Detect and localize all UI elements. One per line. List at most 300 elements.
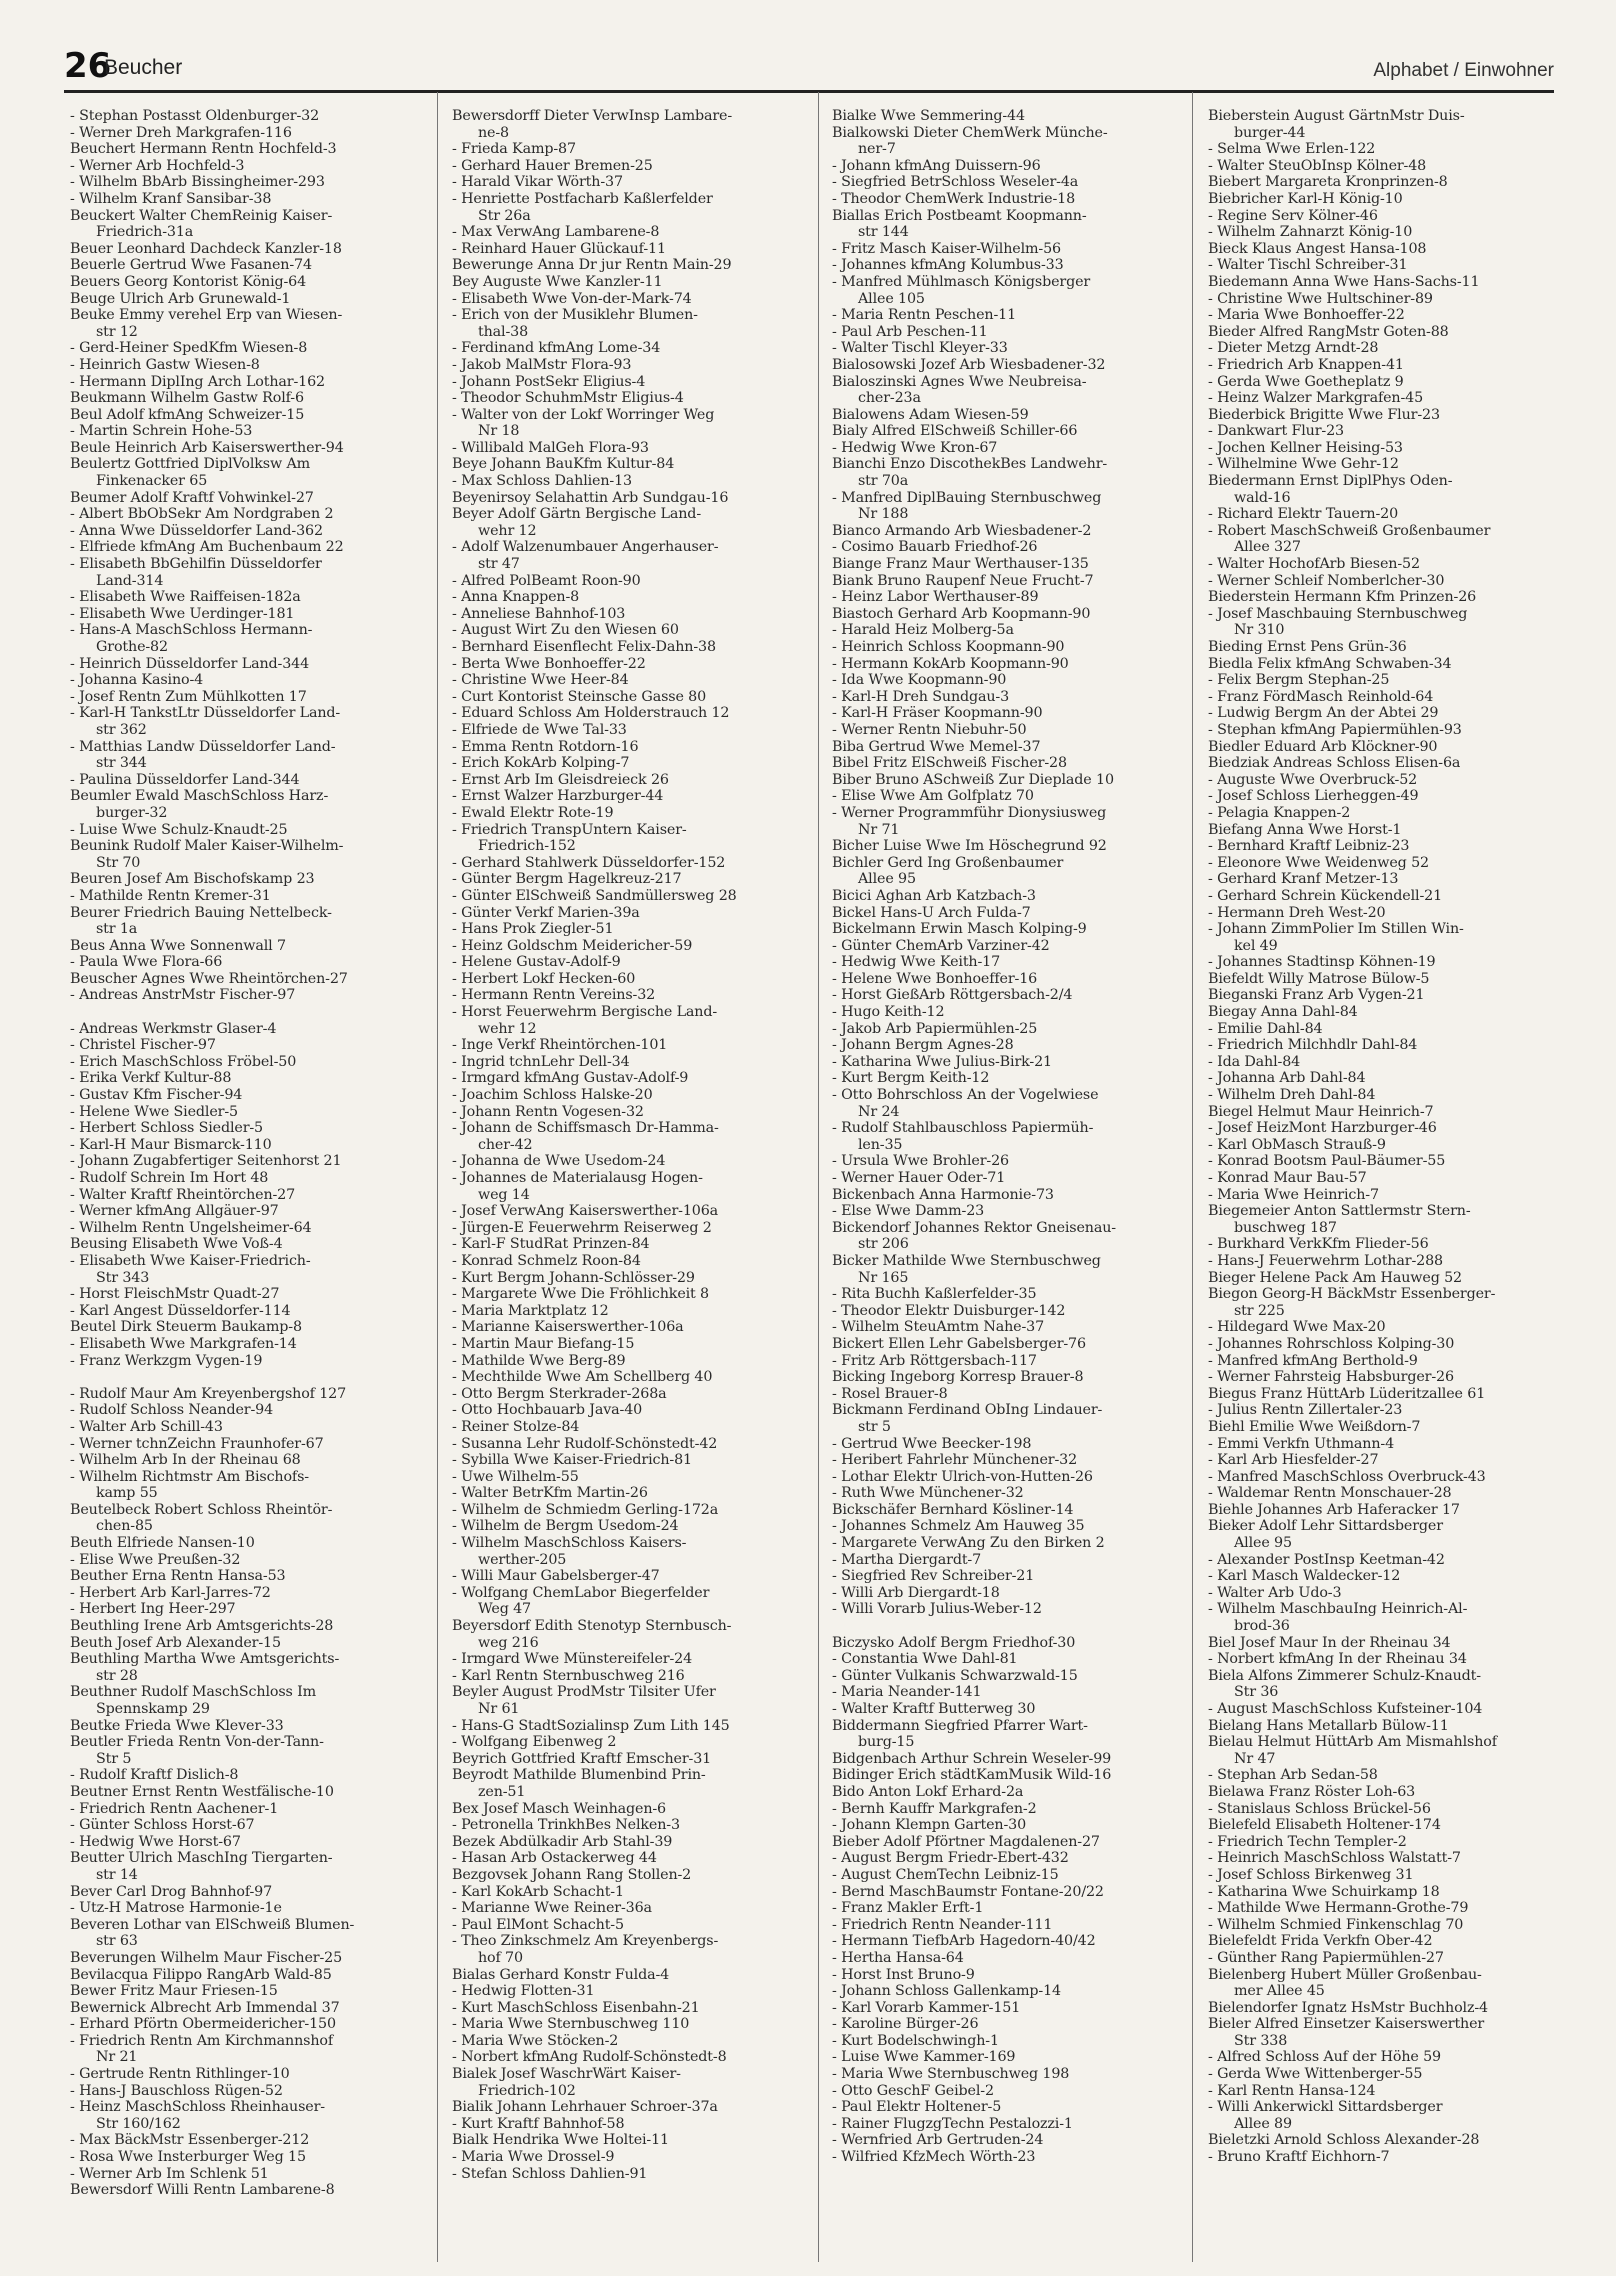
directory-entry-line: - Hans-A MaschSchloss Hermann- xyxy=(70,622,313,639)
directory-column-2 xyxy=(452,108,797,2258)
directory-entry-line: - Joachim Schloss Halske-20 xyxy=(452,1087,653,1104)
directory-entry-line: - Ida Dahl-84 xyxy=(1208,1053,1301,1070)
directory-entry-line: Beutner Ernst Rentn Westfälische-10 xyxy=(70,1783,334,1800)
directory-entry-line: str 63 xyxy=(96,1933,138,1950)
directory-entry-line: - Wilhelm Zahnarzt König-10 xyxy=(1208,224,1413,241)
directory-entry-line: - Anneliese Bahnhof-103 xyxy=(452,605,626,622)
directory-entry-line: Beuke Emmy verehel Erp van Wiesen- xyxy=(70,307,343,324)
directory-entry-line: - Herbert Lokf Hecken-60 xyxy=(452,970,636,987)
directory-entry-line: - Werner Programmführ Dionysiusweg xyxy=(832,804,1107,821)
directory-entry-line: Biegel Helmut Maur Heinrich-7 xyxy=(1208,1103,1434,1120)
directory-entry-line: burger-44 xyxy=(1234,124,1306,141)
directory-entry-line: - Rudolf Maur Am Kreyenbergshof 127 xyxy=(70,1385,347,1402)
directory-entry-line: - Friedrich Milchhdlr Dahl-84 xyxy=(1208,1037,1418,1054)
directory-entry-line: - Hedwig Wwe Keith-17 xyxy=(832,954,1001,971)
directory-entry-line: - Horst GießArb Röttgersbach-2/4 xyxy=(832,987,1073,1004)
directory-entry-line: - August Wirt Zu den Wiesen 60 xyxy=(452,622,679,639)
directory-entry-line: Bieck Klaus Angest Hansa-108 xyxy=(1208,240,1427,257)
directory-entry-line: - Johannes Schmelz Am Hauweg 35 xyxy=(832,1518,1085,1535)
directory-entry-line: Beurer Friedrich Bauing Nettelbeck- xyxy=(70,904,332,921)
directory-entry-line: - Irmgard Wwe Münstereifeler-24 xyxy=(452,1651,693,1668)
directory-entry-line: - Günter ElSchweiß Sandmüllersweg 28 xyxy=(452,887,737,904)
directory-entry-line: Biehl Emilie Wwe Weißdorn-7 xyxy=(1208,1418,1421,1435)
directory-entry-line: - Kurt Bodelschwingh-1 xyxy=(832,2032,999,2049)
directory-entry-line: - Curt Kontorist Steinsche Gasse 80 xyxy=(452,688,707,705)
directory-entry-line: Biebert Margareta Kronprinzen-8 xyxy=(1208,174,1448,191)
directory-entry-line: Nr 47 xyxy=(1234,1750,1276,1767)
directory-entry-line: - Heinrich Düsseldorfer Land-344 xyxy=(70,655,310,672)
directory-entry-line: - Maria Wwe Sternbuschweg 198 xyxy=(832,2066,1070,2083)
directory-entry-line: - Johann kfmAng Duissern-96 xyxy=(832,157,1041,174)
directory-entry-line: - Rosel Brauer-8 xyxy=(832,1385,948,1402)
directory-entry-line: Biegay Anna Dahl-84 xyxy=(1208,1004,1358,1021)
directory-entry-line: - Heinz Labor Werthauser-89 xyxy=(832,589,1039,606)
directory-entry-line: - Manfred kfmAng Berthold-9 xyxy=(1208,1352,1418,1369)
directory-entry-line: Bielau Helmut HüttArb Am Mismahlshof xyxy=(1208,1734,1497,1751)
directory-entry-line: - Gerda Wwe Wittenberger-55 xyxy=(1208,2066,1423,2083)
directory-entry-line: Str 338 xyxy=(1234,2032,1288,2049)
directory-entry-line: Biedler Eduard Arb Klöckner-90 xyxy=(1208,738,1438,755)
directory-entry-line: - Erich von der Musiklehr Blumen- xyxy=(452,307,698,324)
running-head-surname: Beucher xyxy=(104,56,183,79)
directory-entry-line: - Konrad Maur Bau-57 xyxy=(1208,1170,1367,1186)
directory-entry-line xyxy=(70,1369,415,1386)
directory-entry-line: Biba Gertrud Wwe Memel-37 xyxy=(832,738,1041,755)
directory-entry-line: Beutter Ulrich MaschIng Tiergarten- xyxy=(70,1850,333,1867)
directory-entry-line: - Karl KokArb Schacht-1 xyxy=(452,1883,624,1900)
directory-entry-line: Bickendorf Johannes Rektor Gneisenau- xyxy=(832,1219,1116,1236)
directory-entry-line: len-35 xyxy=(858,1136,903,1153)
directory-entry-line: - Stefan Schloss Dahlien-91 xyxy=(452,2165,648,2182)
directory-column-1 xyxy=(70,108,415,2258)
directory-entry-line: - Walter HochofArb Biesen-52 xyxy=(1208,556,1420,573)
directory-entry-line: Beutel Dirk Steuerm Baukamp-8 xyxy=(70,1319,302,1336)
directory-entry-line: - Theodor SchuhmMstr Eligius-4 xyxy=(452,390,684,407)
directory-entry-line: str 5 xyxy=(858,1418,891,1435)
directory-entry-line: - Otto Bohrschloss An der Vogelwiese xyxy=(832,1087,1099,1104)
directory-entry-line: Grothe-82 xyxy=(96,639,168,655)
directory-entry-line: Beulertz Gottfried DiplVolksw Am xyxy=(70,456,311,473)
directory-entry-line: - Helene Gustav-Adolf-9 xyxy=(452,954,621,971)
directory-entry-line: thal-38 xyxy=(478,323,529,340)
directory-entry-line: - Elisabeth Wwe Kaiser-Friedrich- xyxy=(70,1252,311,1269)
directory-entry-line: - Herbert Arb Karl-Jarres-72 xyxy=(70,1584,271,1601)
directory-entry-line: Bidinger Erich städtKamMusik Wild-16 xyxy=(832,1767,1112,1784)
directory-entry-line: Biallas Erich Postbeamt Koopmann- xyxy=(832,207,1087,224)
directory-entry-line: - Wilhelm de Bergm Usedom-24 xyxy=(452,1518,679,1535)
directory-entry-line: str 344 xyxy=(96,755,147,772)
directory-entry-line: Bevilacqua Filippo RangArb Wald-85 xyxy=(70,1966,332,1983)
directory-entry-line: Biefeldt Willy Matrose Bülow-5 xyxy=(1208,970,1430,987)
directory-entry-line: ne-8 xyxy=(478,124,509,141)
directory-entry-line: - Max VerwAng Lambarene-8 xyxy=(452,224,660,241)
directory-entry-line: - Irmgard kfmAng Gustav-Adolf-9 xyxy=(452,1070,689,1087)
directory-entry-line: - Richard Elektr Tauern-20 xyxy=(1208,506,1399,523)
directory-entry-line: - Heinrich Schloss Koopmann-90 xyxy=(832,639,1065,655)
directory-entry-line: - Walter SteuObInsp Kölner-48 xyxy=(1208,157,1427,174)
directory-entry-line: - Erika Verkf Kultur-88 xyxy=(70,1070,232,1087)
directory-entry-line: Bickelmann Erwin Masch Kolping-9 xyxy=(832,921,1087,938)
directory-entry-line: - Anna Knappen-8 xyxy=(452,589,580,606)
directory-entry-line: - Henriette Postfacharb Kaßlerfelder xyxy=(452,190,713,207)
directory-entry-line: - Hedwig Wwe Horst-67 xyxy=(70,1833,241,1850)
directory-entry-line: str 1a xyxy=(96,921,138,938)
directory-entry-line: - Willi Vorarb Julius-Weber-12 xyxy=(832,1601,1042,1618)
directory-entry-line: Bialy Alfred ElSchweiß Schiller-66 xyxy=(832,423,1078,440)
directory-entry-line: - Ferdinand kfmAng Lome-34 xyxy=(452,340,661,357)
directory-entry-line: Allee 95 xyxy=(1234,1535,1292,1552)
directory-entry-line: Biedziak Andreas Schloss Elisen-6a xyxy=(1208,755,1461,772)
directory-entry-line: - Waldemar Rentn Monschauer-28 xyxy=(1208,1485,1452,1502)
directory-entry-line: Bewersdorf Willi Rentn Lambarene-8 xyxy=(70,2182,335,2199)
directory-entry-line: - Günter Vulkanis Schwarzwald-15 xyxy=(832,1667,1078,1684)
directory-entry-line: Biastoch Gerhard Arb Koopmann-90 xyxy=(832,605,1091,622)
directory-entry-line: - Hedwig Wwe Kron-67 xyxy=(832,439,998,456)
directory-entry-line: - Rosa Wwe Insterburger Weg 15 xyxy=(70,2149,306,2166)
directory-entry-line: - Herbert Schloss Siedler-5 xyxy=(70,1120,264,1137)
column-divider xyxy=(437,92,438,2262)
directory-entry-line: - Werner Arb Hochfeld-3 xyxy=(70,157,245,174)
directory-entry-line: Beuther Erna Rentn Hansa-53 xyxy=(70,1568,286,1585)
directory-entry-line: Bido Anton Lokf Erhard-2a xyxy=(832,1783,1024,1800)
directory-entry-line: Allee 327 xyxy=(1234,539,1301,556)
directory-entry-line: Beuer Leonhard Dachdeck Kanzler-18 xyxy=(70,240,342,257)
directory-entry-line: werther-205 xyxy=(478,1551,567,1568)
directory-entry-line: cher-23a xyxy=(858,390,921,407)
directory-entry-line: - Wilhelm de Schmiedm Gerling-172a xyxy=(452,1501,719,1518)
directory-entry-line: - Johann Klempn Garten-30 xyxy=(832,1817,1027,1834)
directory-entry-line: Str 26a xyxy=(478,207,531,224)
directory-entry-line: Beuth Elfriede Nansen-10 xyxy=(70,1535,255,1552)
directory-entry-line: Beule Heinrich Arb Kaiserswerther-94 xyxy=(70,439,344,456)
directory-entry-line: - Gerhard Stahlwerk Düsseldorfer-152 xyxy=(452,854,726,871)
directory-entry-line: - Willi Ankerwickl Sittardsberger xyxy=(1208,2099,1443,2116)
directory-entry-line: - Stephan Arb Sedan-58 xyxy=(1208,1767,1378,1784)
directory-entry-line: Biehle Johannes Arb Haferacker 17 xyxy=(1208,1501,1460,1518)
directory-entry-line: Bialek Josef WaschrWärt Kaiser- xyxy=(452,2066,681,2083)
directory-entry-line: - Elisabeth BbGehilfin Düsseldorfer xyxy=(70,556,322,573)
directory-entry-line: Biegus Franz HüttArb Lüderitzallee 61 xyxy=(1208,1385,1486,1402)
directory-entry-line: - Johannes kfmAng Kolumbus-33 xyxy=(832,257,1064,274)
directory-entry-line: - Martin Schrein Hohe-53 xyxy=(70,423,253,440)
directory-entry-line: - Elise Wwe Preußen-32 xyxy=(70,1551,241,1568)
directory-entry-line: - Selma Wwe Erlen-122 xyxy=(1208,141,1376,158)
directory-entry-line: - Friedrich TranspUntern Kaiser- xyxy=(452,821,687,838)
directory-entry-line: - Siegfried Rev Schreiber-21 xyxy=(832,1568,1035,1585)
directory-entry-line: wehr 12 xyxy=(478,522,537,539)
directory-entry-line: - Christine Wwe Hultschiner-89 xyxy=(1208,290,1433,307)
directory-entry-line: Beul Adolf kfmAng Schweizer-15 xyxy=(70,406,305,423)
directory-entry-line: Bever Carl Drog Bahnhof-97 xyxy=(70,1883,273,1900)
directory-entry-line: - August ChemTechn Leibniz-15 xyxy=(832,1866,1059,1883)
directory-entry-line: - Karl ObMasch Strauß-9 xyxy=(1208,1136,1386,1153)
directory-entry-line: - Heribert Fahrlehr Münchener-32 xyxy=(832,1452,1078,1469)
directory-entry-line: - Günter Schloss Horst-67 xyxy=(70,1817,255,1834)
directory-entry-line: - Margarete VerwAng Zu den Birken 2 xyxy=(832,1535,1105,1552)
directory-entry-line: - Günter Bergm Hagelkreuz-217 xyxy=(452,871,682,888)
directory-entry-line: - Wilhelm Arb In der Rheinau 68 xyxy=(70,1452,301,1469)
directory-entry-line: - Constantia Wwe Dahl-81 xyxy=(832,1651,1018,1668)
directory-entry-line: - Hermann Dreh West-20 xyxy=(1208,904,1386,921)
directory-entry-line: - Erich KokArb Kolping-7 xyxy=(452,755,630,772)
directory-entry-line: - Gertrude Rentn Rithlinger-10 xyxy=(70,2066,290,2083)
directory-entry-line: wehr 12 xyxy=(478,1020,537,1037)
directory-entry-line: - Karl Vorarb Kammer-151 xyxy=(832,1999,1021,2016)
directory-entry-line: wald-16 xyxy=(1234,489,1291,506)
directory-entry-line: - Max BäckMstr Essenberger-212 xyxy=(70,2132,310,2149)
directory-entry-line: - Eduard Schloss Am Holderstrauch 12 xyxy=(452,705,730,722)
directory-entry-line: Beyersdorf Edith Stenotyp Sternbusch- xyxy=(452,1618,732,1635)
directory-entry-line: - Ernst Arb Im Gleisdreieck 26 xyxy=(452,771,669,788)
directory-entry-line: - Wilhelm BbArb Bissingheimer-293 xyxy=(70,174,325,191)
directory-entry-line: Biedemann Anna Wwe Hans-Sachs-11 xyxy=(1208,273,1480,290)
directory-entry-line: - Emilie Dahl-84 xyxy=(1208,1020,1323,1037)
directory-entry-line: - Gerhard Kranf Metzer-13 xyxy=(1208,871,1399,888)
directory-entry-line: - Erich MaschSchloss Fröbel-50 xyxy=(70,1053,297,1070)
directory-entry-line: - Friedrich Rentn Aachener-1 xyxy=(70,1800,279,1817)
directory-entry-line: Bewernick Albrecht Arb Immendal 37 xyxy=(70,1999,340,2016)
directory-entry-line: - Ruth Wwe Münchener-32 xyxy=(832,1485,1024,1502)
directory-entry-line: - Bernhard Eisenflecht Felix-Dahn-38 xyxy=(452,639,716,655)
directory-entry-line: - Emma Rentn Rotdorn-16 xyxy=(452,738,639,755)
directory-entry-line: - Paula Wwe Flora-66 xyxy=(70,954,223,971)
directory-entry-line: - Wilfried KfzMech Wörth-23 xyxy=(832,2149,1036,2166)
directory-entry-line: zen-51 xyxy=(478,1783,526,1800)
directory-entry-line: - Ursula Wwe Brohler-26 xyxy=(832,1153,1009,1170)
directory-entry-line: str 28 xyxy=(96,1667,138,1684)
directory-entry-line: - Hans-J Feuerwehrm Lothar-288 xyxy=(1208,1252,1443,1269)
directory-entry-line: - Bernd MaschBaumstr Fontane-20/22 xyxy=(832,1883,1104,1900)
directory-entry-line: - Christine Wwe Heer-84 xyxy=(452,672,629,689)
directory-entry-line: - Karl-H Maur Bismarck-110 xyxy=(70,1136,272,1153)
directory-entry-line: Bialkowski Dieter ChemWerk Münche- xyxy=(832,124,1108,141)
directory-entry-line: - Andreas Werkmstr Glaser-4 xyxy=(70,1020,277,1037)
directory-entry-line: Land-314 xyxy=(96,572,164,589)
directory-entry-line: - Karl-H Dreh Sundgau-3 xyxy=(832,688,1010,705)
directory-entry-line: weg 216 xyxy=(478,1634,539,1651)
directory-entry-line: - Berta Wwe Bonhoeffer-22 xyxy=(452,655,646,672)
directory-entry-line: - Johanna Kasino-4 xyxy=(70,672,204,689)
directory-entry-line: - Maria Wwe Drossel-9 xyxy=(452,2149,615,2166)
directory-entry-line: - Manfred Mühlmasch Königsberger xyxy=(832,273,1091,290)
directory-entry-line: - Dankwart Flur-23 xyxy=(1208,423,1344,440)
directory-entry-line: - Ida Wwe Koopmann-90 xyxy=(832,672,1007,689)
directory-entry-line: - Friedrich Techn Templer-2 xyxy=(1208,1833,1407,1850)
directory-entry-line: Bewerunge Anna Dr jur Rentn Main-29 xyxy=(452,257,732,274)
directory-entry-line: - Karl Rentn Sternbuschweg 216 xyxy=(452,1667,685,1684)
directory-entry-line: str 14 xyxy=(96,1866,138,1883)
directory-entry-line: - Elise Wwe Am Golfplatz 70 xyxy=(832,788,1034,805)
directory-entry-line: - Stanislaus Schloss Brückel-56 xyxy=(1208,1800,1431,1817)
directory-entry-line: - Jakob Arb Papiermühlen-25 xyxy=(832,1020,1038,1037)
directory-entry-line: Bickenbach Anna Harmonie-73 xyxy=(832,1186,1054,1203)
directory-entry-line: - Norbert kfmAng Rudolf-Schönstedt-8 xyxy=(452,2049,727,2066)
directory-entry-line: - Margarete Wwe Die Fröhlichkeit 8 xyxy=(452,1286,709,1303)
directory-entry-line: - Dieter Metzg Arndt-28 xyxy=(1208,340,1379,357)
directory-entry-line: - Adolf Walzenumbauer Angerhauser- xyxy=(452,539,719,556)
directory-entry-line: Str 5 xyxy=(96,1750,132,1767)
directory-entry-line: - Karoline Bürger-26 xyxy=(832,2016,979,2033)
directory-entry-line: - Norbert kfmAng In der Rheinau 34 xyxy=(1208,1651,1467,1668)
directory-entry-line: Bey Auguste Wwe Kanzler-11 xyxy=(452,273,663,290)
directory-entry-line: str 12 xyxy=(96,323,138,340)
directory-entry-line: - Mathilde Rentn Kremer-31 xyxy=(70,887,271,904)
directory-entry-line: - Josef Schloss Birkenweg 31 xyxy=(1208,1866,1414,1883)
directory-entry-line: Beyrodt Mathilde Blumenbind Prin- xyxy=(452,1767,706,1784)
directory-entry-line: - Werner Rentn Niebuhr-50 xyxy=(832,721,1027,738)
directory-entry-line: str 362 xyxy=(96,721,147,738)
directory-entry-line: Nr 71 xyxy=(858,821,900,838)
directory-entry-line: - Martin Maur Biefang-15 xyxy=(452,1335,635,1352)
directory-entry-line: - Hermann KokArb Koopmann-90 xyxy=(832,655,1069,672)
directory-entry-line: - Josef Schloss Lierheggen-49 xyxy=(1208,788,1419,805)
directory-entry-line: - Gertrud Wwe Beecker-198 xyxy=(832,1435,1032,1452)
directory-entry-line: - Hans-J Bauschloss Rügen-52 xyxy=(70,2082,283,2099)
directory-entry-line: - Eleonore Wwe Weidenweg 52 xyxy=(1208,854,1429,871)
directory-entry-line: Beuscher Agnes Wwe Rheintörchen-27 xyxy=(70,970,348,987)
directory-entry-line: Beyer Adolf Gärtn Bergische Land- xyxy=(452,506,701,523)
directory-entry-line: Bezek Abdülkadir Arb Stahl-39 xyxy=(452,1833,673,1850)
directory-entry-line: - Elfriede de Wwe Tal-33 xyxy=(452,721,627,738)
directory-entry-line: - Wernfried Arb Gertruden-24 xyxy=(832,2132,1044,2149)
directory-entry-line: Bieler Alfred Einsetzer Kaiserswerther xyxy=(1208,2016,1485,2033)
directory-entry-line: - Maria Wwe Heinrich-7 xyxy=(1208,1186,1379,1203)
directory-entry-line: hof 70 xyxy=(478,1949,523,1966)
directory-entry-line: - Maria Wwe Sternbuschweg 110 xyxy=(452,2016,690,2033)
directory-entry-line: Biank Bruno Raupenf Neue Frucht-7 xyxy=(832,572,1094,589)
directory-entry-line: - Hugo Keith-12 xyxy=(832,1004,945,1021)
directory-entry-line: - Wilhelmine Wwe Gehr-12 xyxy=(1208,456,1399,473)
directory-entry-line: - Uwe Wilhelm-55 xyxy=(452,1468,579,1485)
directory-entry-line: Beyrich Gottfried Kraftf Emscher-31 xyxy=(452,1750,712,1767)
directory-entry-line: - Regine Serv Kölner-46 xyxy=(1208,207,1378,224)
directory-entry-line: - Johannes Stadtinsp Köhnen-19 xyxy=(1208,954,1436,971)
directory-entry-line: - Mechthilde Wwe Am Schellberg 40 xyxy=(452,1369,713,1386)
directory-entry-line: - Gustav Kfm Fischer-94 xyxy=(70,1087,243,1104)
directory-entry-line: Bielawa Franz Röster Loh-63 xyxy=(1208,1783,1416,1800)
directory-entry-line: - Willibald MalGeh Flora-93 xyxy=(452,439,649,456)
directory-entry-line: - Albert BbObSekr Am Nordgraben 2 xyxy=(70,506,334,523)
directory-entry-line: - Willi Maur Gabelsberger-47 xyxy=(452,1568,660,1585)
directory-entry-line: Beuren Josef Am Bischofskamp 23 xyxy=(70,871,315,888)
directory-entry-line: - Friedrich Arb Knappen-41 xyxy=(1208,356,1404,373)
directory-entry-line: Bicher Luise Wwe Im Höschegrund 92 xyxy=(832,838,1107,855)
directory-entry-line: - Alfred PolBeamt Roon-90 xyxy=(452,572,641,589)
directory-entry-line: - Emmi Verkfn Uthmann-4 xyxy=(1208,1435,1395,1452)
directory-entry-line: - Marianne Kaiserswerther-106a xyxy=(452,1319,684,1336)
directory-entry-line: Beuthling Irene Arb Amtsgerichts-28 xyxy=(70,1618,334,1635)
directory-entry-line: - Reinhard Hauer Glückauf-11 xyxy=(452,240,666,257)
directory-entry-line: - Elisabeth Wwe Raiffeisen-182a xyxy=(70,589,301,606)
directory-entry-line: - Martha Diergardt-7 xyxy=(832,1551,982,1568)
directory-entry-line: Bezgovsek Johann Rang Stollen-2 xyxy=(452,1866,692,1883)
directory-entry-line: - Hildegard Wwe Max-20 xyxy=(1208,1319,1386,1336)
directory-entry-line: Bieder Alfred RangMstr Goten-88 xyxy=(1208,323,1449,340)
directory-entry-line: Bicici Aghan Arb Katzbach-3 xyxy=(832,887,1036,904)
directory-entry-line: - Otto Hochbauarb Java-40 xyxy=(452,1402,643,1419)
directory-entry-line: - Johannes de Materialausg Hogen- xyxy=(452,1170,703,1186)
directory-entry-line: - Heinz Walzer Markgrafen-45 xyxy=(1208,390,1424,407)
directory-entry-line: - Ingrid tchnLehr Dell-34 xyxy=(452,1053,630,1070)
directory-entry-line: - Manfred MaschSchloss Overbruck-43 xyxy=(1208,1468,1486,1485)
directory-entry-line: - Karl-F StudRat Prinzen-84 xyxy=(452,1236,650,1253)
directory-entry-line: - Horst Inst Bruno-9 xyxy=(832,1966,975,1983)
directory-entry-line: - Hans-G StadtSozialinsp Zum Lith 145 xyxy=(452,1717,730,1734)
directory-entry-line: - Elisabeth Wwe Uerdinger-181 xyxy=(70,605,295,622)
directory-entry-line: - Karl Masch Waldecker-12 xyxy=(1208,1568,1401,1585)
directory-entry-line: Bichler Gerd Ing Großenbaumer xyxy=(832,854,1064,871)
directory-entry-line: - Maria Neander-141 xyxy=(832,1684,982,1701)
directory-entry-line: - Werner Fahrsteig Habsburger-26 xyxy=(1208,1369,1454,1386)
directory-entry-line: - Werner Dreh Markgrafen-116 xyxy=(70,124,292,141)
directory-entry-line: Biederstein Hermann Kfm Prinzen-26 xyxy=(1208,589,1477,606)
directory-entry-line: Weg 47 xyxy=(478,1601,531,1618)
directory-entry-line: Bielang Hans Metallarb Bülow-11 xyxy=(1208,1717,1449,1734)
directory-entry-line: - Johanna Arb Dahl-84 xyxy=(1208,1070,1366,1087)
directory-entry-line: - Mathilde Wwe Berg-89 xyxy=(452,1352,626,1369)
directory-entry-line: - Wilhelm Richtmstr Am Bischofs- xyxy=(70,1468,309,1485)
directory-entry-line: Nr 61 xyxy=(478,1701,520,1717)
directory-entry-line: Bickschäfer Bernhard Kösliner-14 xyxy=(832,1501,1074,1518)
directory-entry-line: Bieberstein August GärtnMstr Duis- xyxy=(1208,108,1465,124)
directory-entry-line: - Konrad Bootsm Paul-Bäumer-55 xyxy=(1208,1153,1446,1170)
directory-entry-line: - Karl Rentn Hansa-124 xyxy=(1208,2082,1376,2099)
directory-entry-line: - Maria Marktplatz 12 xyxy=(452,1302,609,1319)
directory-entry-line: Biela Alfons Zimmerer Schulz-Knaudt- xyxy=(1208,1667,1481,1684)
directory-entry-line: Bickmann Ferdinand ObIng Lindauer- xyxy=(832,1402,1103,1419)
directory-entry-line: Bieletzki Arnold Schloss Alexander-28 xyxy=(1208,2132,1480,2149)
directory-entry-line: Bewersdorff Dieter VerwInsp Lambare- xyxy=(452,108,733,124)
directory-entry-line: str 144 xyxy=(858,224,909,241)
directory-entry-line: Bielefeldt Frida Verkfn Ober-42 xyxy=(1208,1933,1433,1950)
directory-entry-line: - Manfred DiplBauing Sternbuschweg xyxy=(832,489,1102,506)
directory-entry-line: ner-7 xyxy=(858,141,896,158)
directory-entry-line: - Burkhard VerkKfm Flieder-56 xyxy=(1208,1236,1429,1253)
directory-entry-line: - Petronella TrinkhBes Nelken-3 xyxy=(452,1817,680,1834)
directory-entry-line: - Paul Elektr Holtener-5 xyxy=(832,2099,1002,2116)
directory-entry-line: - Katharina Wwe Schuirkamp 18 xyxy=(1208,1883,1440,1900)
directory-entry-line: Allee 89 xyxy=(1234,2115,1292,2132)
directory-entry-line: - Gerd-Heiner SpedKfm Wiesen-8 xyxy=(70,340,308,357)
directory-entry-line: - Wilhelm MaschSchloss Kaisers- xyxy=(452,1535,687,1552)
directory-entry-line: Friedrich-152 xyxy=(478,838,576,855)
directory-entry-line: - Hedwig Flotten-31 xyxy=(452,1983,595,2000)
directory-entry-line: - Karl Angest Düsseldorfer-114 xyxy=(70,1302,291,1319)
directory-entry-line: - Rudolf Kraftf Dislich-8 xyxy=(70,1767,239,1784)
directory-entry-line: - Josef Maschbauing Sternbuschweg xyxy=(1208,605,1468,622)
directory-entry-line: Biange Franz Maur Werthauser-135 xyxy=(832,556,1089,573)
directory-entry-line: Beus Anna Wwe Sonnenwall 7 xyxy=(70,937,286,954)
directory-entry-line: - Utz-H Matrose Harmonie-1e xyxy=(70,1900,282,1917)
directory-entry-line: - Helene Wwe Bonhoeffer-16 xyxy=(832,970,1038,987)
directory-entry-line: - Susanna Lehr Rudolf-Schönstedt-42 xyxy=(452,1435,718,1452)
directory-entry-line: - Günter Verkf Marien-39a xyxy=(452,904,640,921)
directory-entry-line: - Inge Verkf Rheintörchen-101 xyxy=(452,1037,668,1054)
directory-entry-line: - Elisabeth Wwe Markgrafen-14 xyxy=(70,1335,297,1352)
directory-entry-line: - Willi Arb Diergardt-18 xyxy=(832,1584,1000,1601)
directory-entry-line: Beverungen Wilhelm Maur Fischer-25 xyxy=(70,1949,343,1966)
directory-entry-line: Bialik Johann Lehrhauer Schroer-37a xyxy=(452,2099,718,2116)
directory-entry-line: - Rita Buchh Kaßlerfelder-35 xyxy=(832,1286,1037,1303)
directory-entry-line: - Maria Wwe Stöcken-2 xyxy=(452,2032,619,2049)
directory-entry-line: - Rudolf Schloss Neander-94 xyxy=(70,1402,274,1419)
directory-entry-line: Bex Josef Masch Weinhagen-6 xyxy=(452,1800,667,1817)
page-number: 26 xyxy=(64,46,112,86)
directory-entry-line: - Marianne Wwe Reiner-36a xyxy=(452,1900,652,1917)
directory-entry-line: Bieker Adolf Lehr Sittardsberger xyxy=(1208,1518,1443,1535)
directory-entry-line: Bianchi Enzo DiscothekBes Landwehr- xyxy=(832,456,1108,473)
directory-entry-line: - Bruno Kraftf Eichhorn-7 xyxy=(1208,2149,1390,2166)
